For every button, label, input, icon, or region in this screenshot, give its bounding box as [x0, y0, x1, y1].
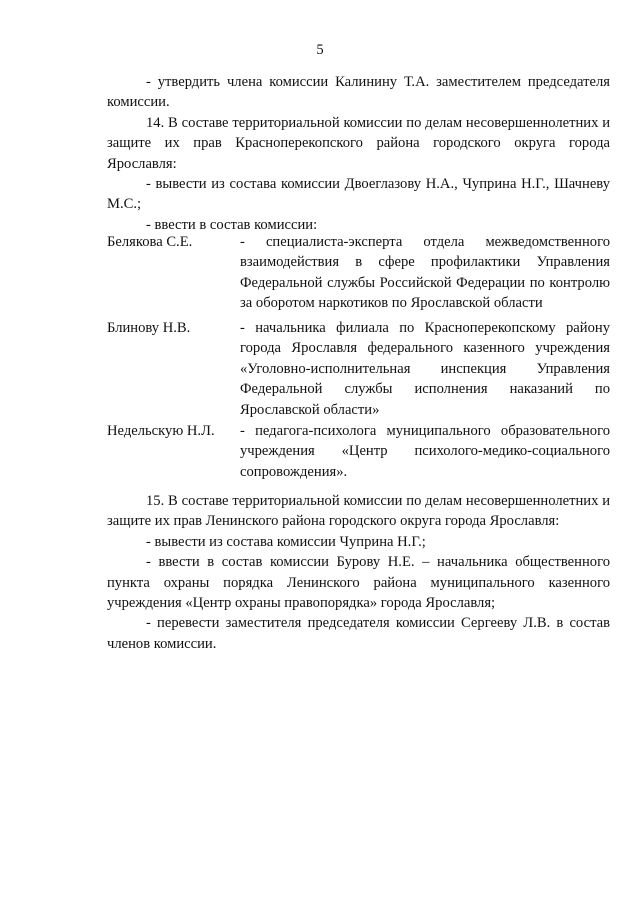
section-bottom	[107, 491, 610, 654]
person-name: Блинову Н.В.	[107, 320, 191, 336]
person-entry	[107, 232, 610, 314]
person-name: Недельскую Н.Л.	[107, 423, 215, 439]
person-entry	[107, 421, 610, 483]
person-name: Белякова С.Е.	[107, 234, 193, 250]
paragraph-remove-members: - вывести из состава комиссии Двоеглазову Н.А., Чуприна Н.Г., Шачневу М.С.;	[107, 176, 610, 213]
page-number: 5	[316, 42, 324, 58]
person-entry	[107, 318, 610, 420]
person-role: - специалиста-эксперта отдела межведомственного взаимодействия в сфере профилактики Управления Федеральной службы Российской Федерации по контролю за оборотом наркотиков по Ярославской области	[240, 234, 610, 312]
paragraph-add-member: - ввести в состав комиссии Бурову Н.Е. – начальника общественного пункта охраны порядка Ленинского района муниципального казенного учреждения «Центр охраны правопорядка» города Ярославля;	[107, 554, 610, 612]
paragraph-remove-member: - вывести из состава комиссии Чуприна Н.Г.;	[146, 533, 426, 550]
paragraph-transfer-deputy: - перевести заместителя председателя комиссии Сергееву Л.В. в состав членов комиссии.	[107, 615, 610, 652]
paragraph-item-14: 14. В составе территориальной комиссии по делам несовершеннолетних и защите их прав Красноперекопского района городского округа города Ярославля:	[107, 114, 610, 172]
person-role: - педагога-психолога муниципального образовательного учреждения «Центр психолого-медико-социального сопровождения».	[240, 423, 610, 480]
paragraph-item-15: 15. В составе территориальной комиссии по делам несовершеннолетних и защите их прав Ленинского района городского округа города Ярославля:	[107, 493, 610, 530]
paragraph-add-members: - ввести в состав комиссии:	[146, 216, 318, 233]
section-top	[107, 72, 610, 235]
person-role: - начальника филиала по Красноперекопскому району города Ярославля федерального казенного учреждения «Уголовно-исполнительная инспекция Управления Федеральной службы исполнения наказаний по Ярославской области»	[240, 320, 610, 418]
paragraph-approve-deputy: - утвердить члена комиссии Калинину Т.А. заместителем председателя комиссии.	[107, 74, 610, 111]
